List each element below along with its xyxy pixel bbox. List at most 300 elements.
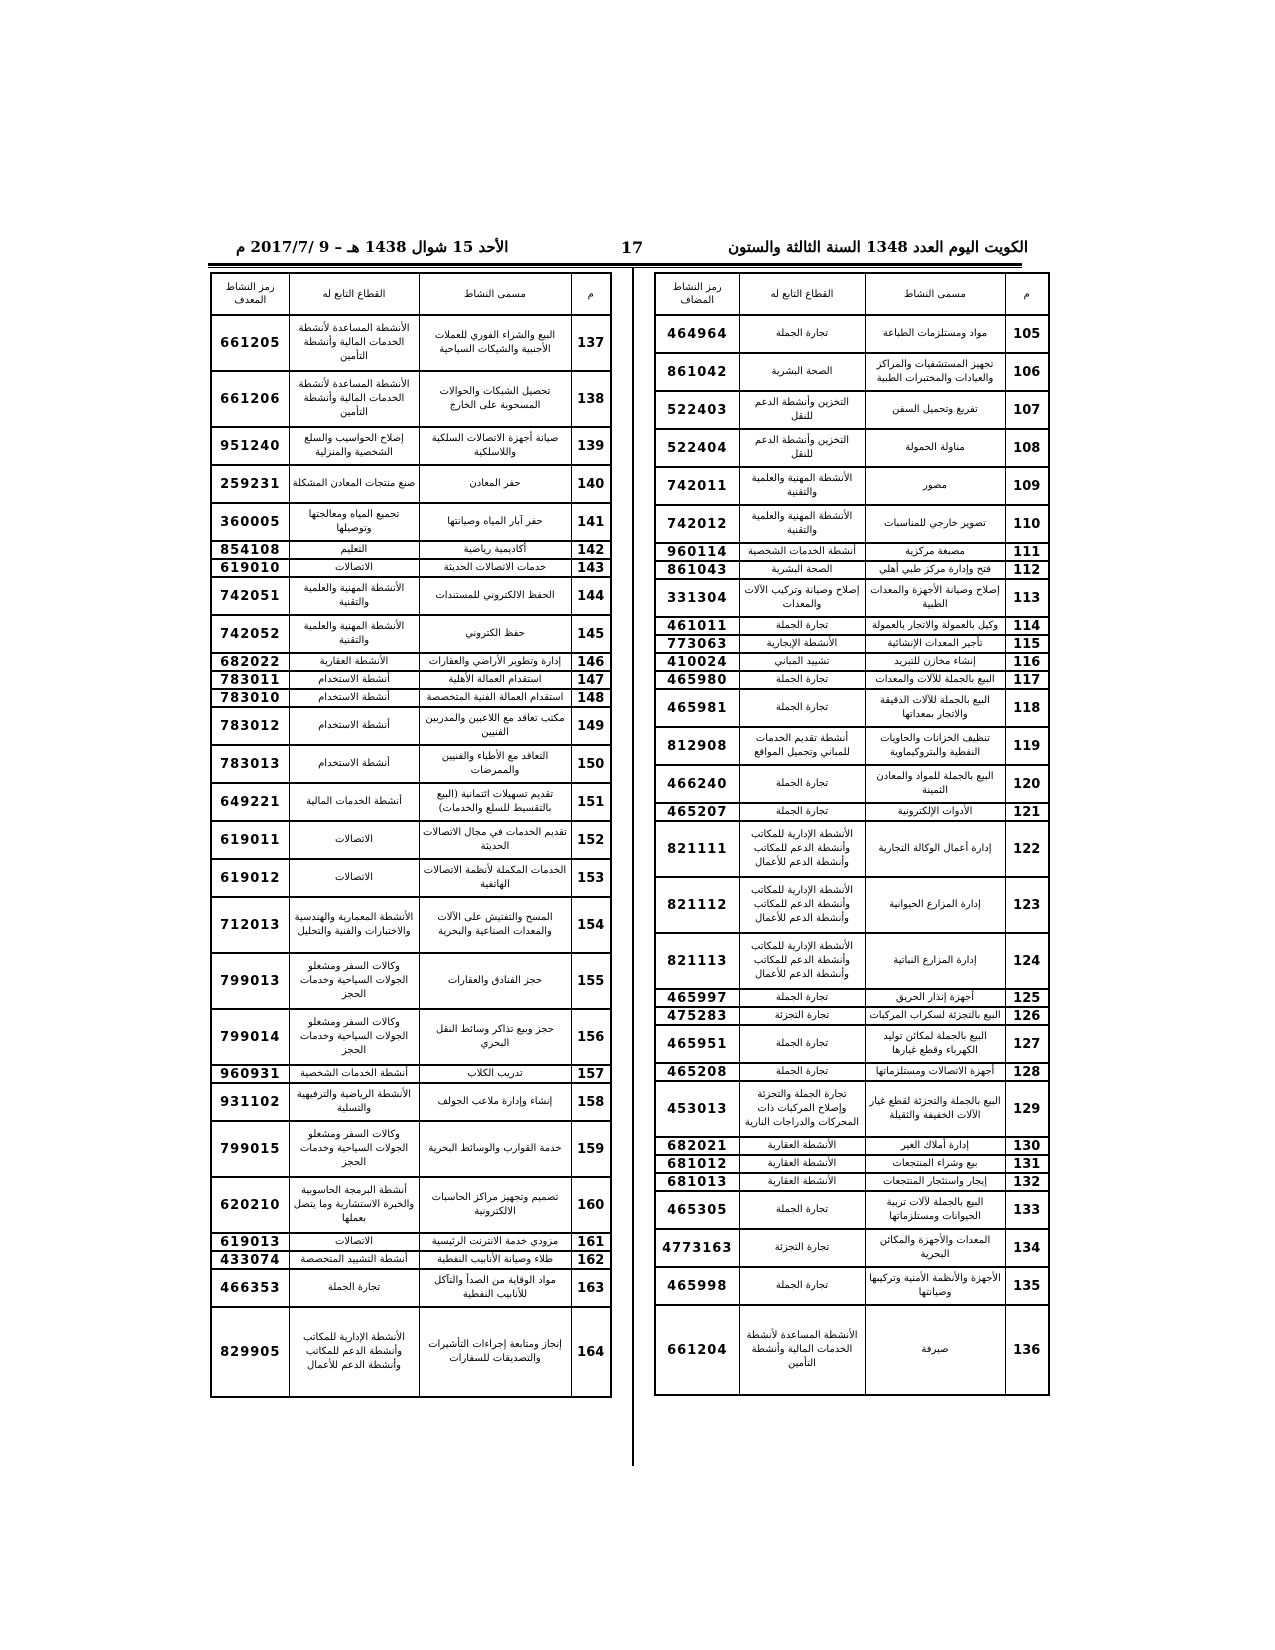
row-number: 131 [1005, 1155, 1049, 1173]
activity-name: البيع بالجملة للآلات الدقيقة والاتجار بمعداتها [865, 689, 1005, 727]
activity-name: تنظيف الخزانات والحاويات النفطية والبتروكيماوية [865, 727, 1005, 765]
activity-code: 773063 [655, 635, 739, 653]
table-row [655, 505, 1049, 543]
row-number: 144 [571, 577, 611, 615]
activity-code: 821112 [655, 877, 739, 933]
row-number: 108 [1005, 429, 1049, 467]
sector-name: الأنشطة المهنية والعلمية والتقنية [739, 505, 865, 543]
table-row [211, 707, 611, 745]
activity-name: فتح وإدارة مركز طبي أهلي [865, 561, 1005, 579]
activity-name: أجهزة إنذار الحريق [865, 989, 1005, 1007]
table-row [211, 1307, 611, 1397]
activity-code: 466353 [211, 1269, 289, 1307]
activity-name: البيع والشراء الفوري للعملات الأجنبية والشيكات السياحية [419, 315, 571, 371]
activity-code: 461011 [655, 617, 739, 635]
activity-code: 821113 [655, 933, 739, 989]
table-row [655, 1173, 1049, 1191]
sector-name: تجارة الجملة [739, 1025, 865, 1063]
activity-name: الخدمات المكملة لأنظمة الاتصالات الهاتفية [419, 859, 571, 897]
sector-name: الأنشطة الإدارية للمكاتب وأنشطة الدعم للمكاتب وأنشطة الدعم للأعمال [739, 933, 865, 989]
row-number: 109 [1005, 467, 1049, 505]
activity-code: 829905 [211, 1307, 289, 1397]
sector-name: الأنشطة الإدارية للمكاتب وأنشطة الدعم للمكاتب وأنشطة الدعم للأعمال [289, 1307, 419, 1397]
activity-name: إدارة أعمال الوكالة التجارية [865, 821, 1005, 877]
issue-date: الأحد 15 شوال 1438 هـ – 9 /2017/7 م [236, 238, 509, 256]
activity-name: مزودي خدمة الانترنت الرئيسية [419, 1233, 571, 1251]
row-number: 132 [1005, 1173, 1049, 1191]
col-header-num: م [1005, 273, 1049, 315]
sector-name: أنشطة الخدمات المالية [289, 783, 419, 821]
col-header-code: رمز النشاط المعدف [211, 273, 289, 315]
row-number: 141 [571, 503, 611, 541]
activity-name: تفريغ وتحميل السفن [865, 391, 1005, 429]
activity-name: مصور [865, 467, 1005, 505]
table-row [655, 1063, 1049, 1081]
sector-name: أنشطة البرمجة الحاسوبية والخبرة الاستشارية وما يتصل بعملها [289, 1177, 419, 1233]
row-number: 162 [571, 1251, 611, 1269]
table-row [655, 561, 1049, 579]
sector-name: التعليم [289, 541, 419, 559]
sector-name: الأنشطة المساعدة لأنشطة الخدمات المالية وأنشطة التأمين [739, 1305, 865, 1395]
row-number: 160 [571, 1177, 611, 1233]
activity-name: المعدات والأجهزة والمكائن البحرية [865, 1229, 1005, 1267]
sector-name: الأنشطة العقارية [739, 1137, 865, 1155]
sector-name: تجارة الجملة [289, 1269, 419, 1307]
row-number: 156 [571, 1009, 611, 1065]
activity-name: حفر المعادن [419, 465, 571, 503]
table-row [655, 391, 1049, 429]
sector-name: التخزين وأنشطة الدعم للنقل [739, 429, 865, 467]
row-number: 115 [1005, 635, 1049, 653]
table-row [655, 1305, 1049, 1395]
activity-code: 799014 [211, 1009, 289, 1065]
sector-name: تجارة الجملة [739, 989, 865, 1007]
row-number: 128 [1005, 1063, 1049, 1081]
activity-code: 522404 [655, 429, 739, 467]
activity-name: مناولة الحمولة [865, 429, 1005, 467]
table-row [655, 353, 1049, 391]
table-row [211, 1065, 611, 1083]
row-number: 105 [1005, 315, 1049, 353]
table-row [211, 671, 611, 689]
row-number: 114 [1005, 617, 1049, 635]
table-row [211, 315, 611, 371]
header-rule-thin [208, 267, 1022, 268]
activity-code: 812908 [655, 727, 739, 765]
table-row [655, 821, 1049, 877]
activities-table-right [654, 272, 1050, 1396]
table-row [655, 671, 1049, 689]
row-number: 106 [1005, 353, 1049, 391]
row-number: 125 [1005, 989, 1049, 1007]
sector-name: تجارة الجملة [739, 1191, 865, 1229]
activity-name: أجهزة الاتصالات ومستلزماتها [865, 1063, 1005, 1081]
row-number: 116 [1005, 653, 1049, 671]
row-number: 137 [571, 315, 611, 371]
activity-code: 799013 [211, 953, 289, 1009]
newspaper-issue: الكويت اليوم العدد 1348 السنة الثالثة والستون [728, 238, 1028, 256]
activity-code: 465208 [655, 1063, 739, 1081]
sector-name: إصلاح وصيانة وتركيب الآلات والمعدات [739, 579, 865, 617]
row-number: 122 [1005, 821, 1049, 877]
row-number: 121 [1005, 803, 1049, 821]
row-number: 134 [1005, 1229, 1049, 1267]
row-number: 129 [1005, 1081, 1049, 1137]
activity-code: 682022 [211, 653, 289, 671]
activity-name: الأجهزة والأنظمة الأمنية وتركيبها وصيانتها [865, 1267, 1005, 1305]
activity-name: خدمات الاتصالات الحديثة [419, 559, 571, 577]
table-row [211, 897, 611, 953]
page-number: 17 [620, 238, 644, 257]
row-number: 164 [571, 1307, 611, 1397]
sector-name: التخزين وأنشطة الدعم للنقل [739, 391, 865, 429]
activity-name: تصميم وتجهيز مراكز الحاسبات الالكترونية [419, 1177, 571, 1233]
sector-name: أنشطة الاستخدام [289, 745, 419, 783]
row-number: 161 [571, 1233, 611, 1251]
sector-name: الأنشطة المعمارية والهندسية والاختبارات والفنية والتحليل [289, 897, 419, 953]
row-number: 148 [571, 689, 611, 707]
sector-name: تجارة الجملة [739, 765, 865, 803]
activity-code: 960114 [655, 543, 739, 561]
activity-name: حفظ الكتروني [419, 615, 571, 653]
col-header-activity: مسمى النشاط [865, 273, 1005, 315]
activity-code: 410024 [655, 653, 739, 671]
row-number: 133 [1005, 1191, 1049, 1229]
table-row [655, 1007, 1049, 1025]
activity-code: 453013 [655, 1081, 739, 1137]
sector-name: وكالات السفر ومشغلو الجولات السياحية وخدمات الحجز [289, 1009, 419, 1065]
activity-code: 960931 [211, 1065, 289, 1083]
table-row [655, 653, 1049, 671]
row-number: 147 [571, 671, 611, 689]
sector-name: الأنشطة العقارية [289, 653, 419, 671]
activity-code: 783012 [211, 707, 289, 745]
table-row [655, 877, 1049, 933]
table-header-row [211, 273, 611, 315]
sector-name: الأنشطة الرياضية والترفيهية والتسلية [289, 1083, 419, 1121]
sector-name: الاتصالات [289, 859, 419, 897]
activity-code: 465305 [655, 1191, 739, 1229]
col-header-sector: القطاع التابع له [289, 273, 419, 315]
page-header [236, 238, 1028, 264]
table-row [655, 989, 1049, 1007]
sector-name: الأنشطة المهنية والعلمية والتقنية [289, 577, 419, 615]
table-row [655, 1137, 1049, 1155]
activity-code: 466240 [655, 765, 739, 803]
activity-name: حجز الفنادق والعقارات [419, 953, 571, 1009]
table-row [655, 727, 1049, 765]
table-row [655, 1229, 1049, 1267]
activity-name: تقديم تسهيلات ائتمانية (البيع بالتقسيط للسلع والخدمات) [419, 783, 571, 821]
sector-name: الأنشطة الإدارية للمكاتب وأنشطة الدعم للمكاتب وأنشطة الدعم للأعمال [739, 877, 865, 933]
activity-code: 475283 [655, 1007, 739, 1025]
row-number: 145 [571, 615, 611, 653]
sector-name: الأنشطة المهنية والعلمية والتقنية [289, 615, 419, 653]
activity-code: 682021 [655, 1137, 739, 1155]
activity-code: 783011 [211, 671, 289, 689]
row-number: 111 [1005, 543, 1049, 561]
row-number: 118 [1005, 689, 1049, 727]
activity-code: 712013 [211, 897, 289, 953]
activity-name: إصلاح وصيانة الأجهزة والمعدات الطبية [865, 579, 1005, 617]
column-divider [632, 268, 634, 1466]
sector-name: تجارة الجملة [739, 1267, 865, 1305]
activity-name: تقديم الخدمات في مجال الاتصالات الحديثة [419, 821, 571, 859]
activity-code: 861043 [655, 561, 739, 579]
activity-name: إدارة المزارع النباتية [865, 933, 1005, 989]
row-number: 113 [1005, 579, 1049, 617]
table-row [211, 745, 611, 783]
sector-name: الأنشطة العقارية [739, 1173, 865, 1191]
row-number: 142 [571, 541, 611, 559]
sector-name: الصحة البشرية [739, 561, 865, 579]
table-row [655, 689, 1049, 727]
activity-name: بيع وشراء المنتجعات [865, 1155, 1005, 1173]
activity-name: مواد ومستلزمات الطباعة [865, 315, 1005, 353]
activity-code: 465981 [655, 689, 739, 727]
activity-code: 259231 [211, 465, 289, 503]
sector-name: تجارة الجملة [739, 803, 865, 821]
activity-name: تحصيل الشيكات والحوالات المسحوبة على الخارج [419, 371, 571, 427]
activity-name: البيع بالجملة للمواد والمعادن الثمينة [865, 765, 1005, 803]
activity-name: إيجار واستئجار المنتجعات [865, 1173, 1005, 1191]
table-row [655, 315, 1049, 353]
activity-name: المسح والتفتيش على الآلات والمعدات الصناعية والبحرية [419, 897, 571, 953]
row-number: 140 [571, 465, 611, 503]
activity-name: إنشاء مخازن للتبريد [865, 653, 1005, 671]
activity-code: 465998 [655, 1267, 739, 1305]
activity-code: 821111 [655, 821, 739, 877]
row-number: 135 [1005, 1267, 1049, 1305]
table-row [211, 503, 611, 541]
sector-name: أنشطة تقديم الخدمات للمباني وتجميل المواقع [739, 727, 865, 765]
sector-name: الاتصالات [289, 1233, 419, 1251]
activity-code: 619010 [211, 559, 289, 577]
activity-code: 742012 [655, 505, 739, 543]
activity-name: طلاء وصيانة الأنابيب النفطية [419, 1251, 571, 1269]
table-row [655, 765, 1049, 803]
sector-name: الاتصالات [289, 559, 419, 577]
activity-code: 465997 [655, 989, 739, 1007]
sector-name: تجارة الجملة [739, 315, 865, 353]
row-number: 158 [571, 1083, 611, 1121]
sector-name: تجارة الجملة والتجزئة وإصلاح المركبات ذات المحركات والدراجات النارية [739, 1081, 865, 1137]
activity-code: 619011 [211, 821, 289, 859]
row-number: 123 [1005, 877, 1049, 933]
sector-name: الأنشطة المساعدة لأنشطة الخدمات المالية وأنشطة التأمين [289, 315, 419, 371]
table-row [211, 1121, 611, 1177]
sector-name: أنشطة التشييد المتخصصة [289, 1251, 419, 1269]
sector-name: إصلاح الحواسيب والسلع الشخصية والمنزلية [289, 427, 419, 465]
table-row [211, 953, 611, 1009]
activity-name: صيرفة [865, 1305, 1005, 1395]
activity-code: 331304 [655, 579, 739, 617]
table-row [655, 635, 1049, 653]
activity-name: الأدوات الإلكترونية [865, 803, 1005, 821]
activity-name: أكاديمية رياضية [419, 541, 571, 559]
activity-code: 465951 [655, 1025, 739, 1063]
table-row [211, 1083, 611, 1121]
activity-code: 681012 [655, 1155, 739, 1173]
row-number: 150 [571, 745, 611, 783]
table-header-row [655, 273, 1049, 315]
activity-code: 522403 [655, 391, 739, 429]
sector-name: الصحة البشرية [739, 353, 865, 391]
col-header-num: م [571, 273, 611, 315]
activity-code: 433074 [211, 1251, 289, 1269]
sector-name: الاتصالات [289, 821, 419, 859]
row-number: 117 [1005, 671, 1049, 689]
table-row [655, 543, 1049, 561]
activity-name: حجز وبيع تذاكر وسائط النقل البحري [419, 1009, 571, 1065]
activity-name: البيع بالجملة لآلات تربية الحيوانات ومستلزماتها [865, 1191, 1005, 1229]
activity-code: 661206 [211, 371, 289, 427]
table-row [211, 689, 611, 707]
activity-code: 619013 [211, 1233, 289, 1251]
table-row [655, 803, 1049, 821]
row-number: 153 [571, 859, 611, 897]
table-row [211, 783, 611, 821]
activity-code: 931102 [211, 1083, 289, 1121]
table-row [211, 1009, 611, 1065]
activity-code: 465207 [655, 803, 739, 821]
activity-name: البيع بالتجزئة لسكراب المركبات [865, 1007, 1005, 1025]
activity-name: استقدام العمالة الفنية المتخصصة [419, 689, 571, 707]
activity-code: 951240 [211, 427, 289, 465]
col-header-activity: مسمى النشاط [419, 273, 571, 315]
activity-name: البيع بالجملة للآلات والمعدات [865, 671, 1005, 689]
row-number: 163 [571, 1269, 611, 1307]
activity-name: إدارة المزارع الحيوانية [865, 877, 1005, 933]
table-row [655, 429, 1049, 467]
table-row [655, 1081, 1049, 1137]
row-number: 154 [571, 897, 611, 953]
sector-name: الأنشطة المهنية والعلمية والتقنية [739, 467, 865, 505]
table-row [211, 1269, 611, 1307]
table-row [655, 933, 1049, 989]
activity-code: 620210 [211, 1177, 289, 1233]
row-number: 112 [1005, 561, 1049, 579]
activities-table-left [210, 272, 612, 1398]
activity-code: 783013 [211, 745, 289, 783]
table-row [211, 653, 611, 671]
sector-name: الأنشطة العقارية [739, 1155, 865, 1173]
activity-name: الحفظ الالكتروني للمستندات [419, 577, 571, 615]
row-number: 155 [571, 953, 611, 1009]
row-number: 157 [571, 1065, 611, 1083]
sector-name: الأنشطة الإيجارية [739, 635, 865, 653]
activity-code: 360005 [211, 503, 289, 541]
activity-name: صيانة أجهزة الاتصالات السلكية واللاسلكية [419, 427, 571, 465]
activity-code: 742052 [211, 615, 289, 653]
col-header-code: رمز النشاط المضاف [655, 273, 739, 315]
col-header-sector: القطاع التابع له [739, 273, 865, 315]
activity-code: 783010 [211, 689, 289, 707]
table-row [211, 371, 611, 427]
activity-code: 661205 [211, 315, 289, 371]
activity-name: مكتب تعاقد مع اللاعبين والمدربين الفنيين [419, 707, 571, 745]
sector-name: الأنشطة المساعدة لأنشطة الخدمات المالية وأنشطة التأمين [289, 371, 419, 427]
row-number: 159 [571, 1121, 611, 1177]
sector-name: الأنشطة الإدارية للمكاتب وأنشطة الدعم للمكاتب وأنشطة الدعم للأعمال [739, 821, 865, 877]
row-number: 120 [1005, 765, 1049, 803]
activity-code: 4773163 [655, 1229, 739, 1267]
activity-name: إنشاء وإدارة ملاعب الجولف [419, 1083, 571, 1121]
sector-name: تجميع المياه ومعالجتها وتوصيلها [289, 503, 419, 541]
activity-name: إدارة وتطوير الأراضي والعقارات [419, 653, 571, 671]
activity-code: 649221 [211, 783, 289, 821]
table-row [655, 467, 1049, 505]
activity-name: تدريب الكلاب [419, 1065, 571, 1083]
row-number: 151 [571, 783, 611, 821]
table-row [211, 427, 611, 465]
row-number: 107 [1005, 391, 1049, 429]
row-number: 130 [1005, 1137, 1049, 1155]
sector-name: تشييد المباني [739, 653, 865, 671]
row-number: 149 [571, 707, 611, 745]
table-row [211, 615, 611, 653]
activity-name: تأجير المعدات الإنشائية [865, 635, 1005, 653]
table-row [211, 821, 611, 859]
activity-name: مواد الوقاية من الصدأ والتآكل للأنابيب النفطية [419, 1269, 571, 1307]
activity-code: 465980 [655, 671, 739, 689]
activity-name: التعاقد مع الأطباء والفنيين والممرضات [419, 745, 571, 783]
table-row [655, 1025, 1049, 1063]
activity-name: إدارة أملاك الغير [865, 1137, 1005, 1155]
table-row [211, 1251, 611, 1269]
table-row [655, 1155, 1049, 1173]
sector-name: تجارة الجملة [739, 689, 865, 727]
sector-name: تجارة الجملة [739, 671, 865, 689]
row-number: 124 [1005, 933, 1049, 989]
activity-code: 861042 [655, 353, 739, 391]
header-rule [208, 263, 1022, 266]
row-number: 152 [571, 821, 611, 859]
sector-name: أنشطة الاستخدام [289, 707, 419, 745]
sector-name: تجارة التجزئة [739, 1007, 865, 1025]
activity-code: 619012 [211, 859, 289, 897]
activity-code: 742011 [655, 467, 739, 505]
table-row [211, 1177, 611, 1233]
row-number: 143 [571, 559, 611, 577]
table-row [211, 559, 611, 577]
sector-name: تجارة الجملة [739, 1063, 865, 1081]
activity-name: البيع بالجملة والتجزئة لقطع غيار الآلات الخفيفة والثقيلة [865, 1081, 1005, 1137]
sector-name: وكالات السفر ومشغلو الجولات السياحية وخدمات الحجز [289, 953, 419, 1009]
activity-name: البيع بالجملة لمكائن توليد الكهرباء وقطع غيارها [865, 1025, 1005, 1063]
sector-name: تجارة التجزئة [739, 1229, 865, 1267]
sector-name: أنشطة الاستخدام [289, 671, 419, 689]
row-number: 138 [571, 371, 611, 427]
activity-name: استقدام العمالة الأهلية [419, 671, 571, 689]
sector-name: أنشطة الاستخدام [289, 689, 419, 707]
table-row [655, 1191, 1049, 1229]
table-row [211, 1233, 611, 1251]
activity-code: 681013 [655, 1173, 739, 1191]
table-row [655, 617, 1049, 635]
sector-name: أنشطة الخدمات الشخصية [289, 1065, 419, 1083]
activity-name: وكيل بالعمولة والاتجار بالعمولة [865, 617, 1005, 635]
activity-name: تصوير خارجي للمناسبات [865, 505, 1005, 543]
activity-name: إنجاز ومتابعة إجراءات التأشيرات والتصديقات للسفارات [419, 1307, 571, 1397]
activity-code: 464964 [655, 315, 739, 353]
sector-name: تجارة الجملة [739, 617, 865, 635]
activity-name: خدمة القوارب والوسائط البحرية [419, 1121, 571, 1177]
table-row [211, 859, 611, 897]
row-number: 127 [1005, 1025, 1049, 1063]
row-number: 126 [1005, 1007, 1049, 1025]
row-number: 119 [1005, 727, 1049, 765]
